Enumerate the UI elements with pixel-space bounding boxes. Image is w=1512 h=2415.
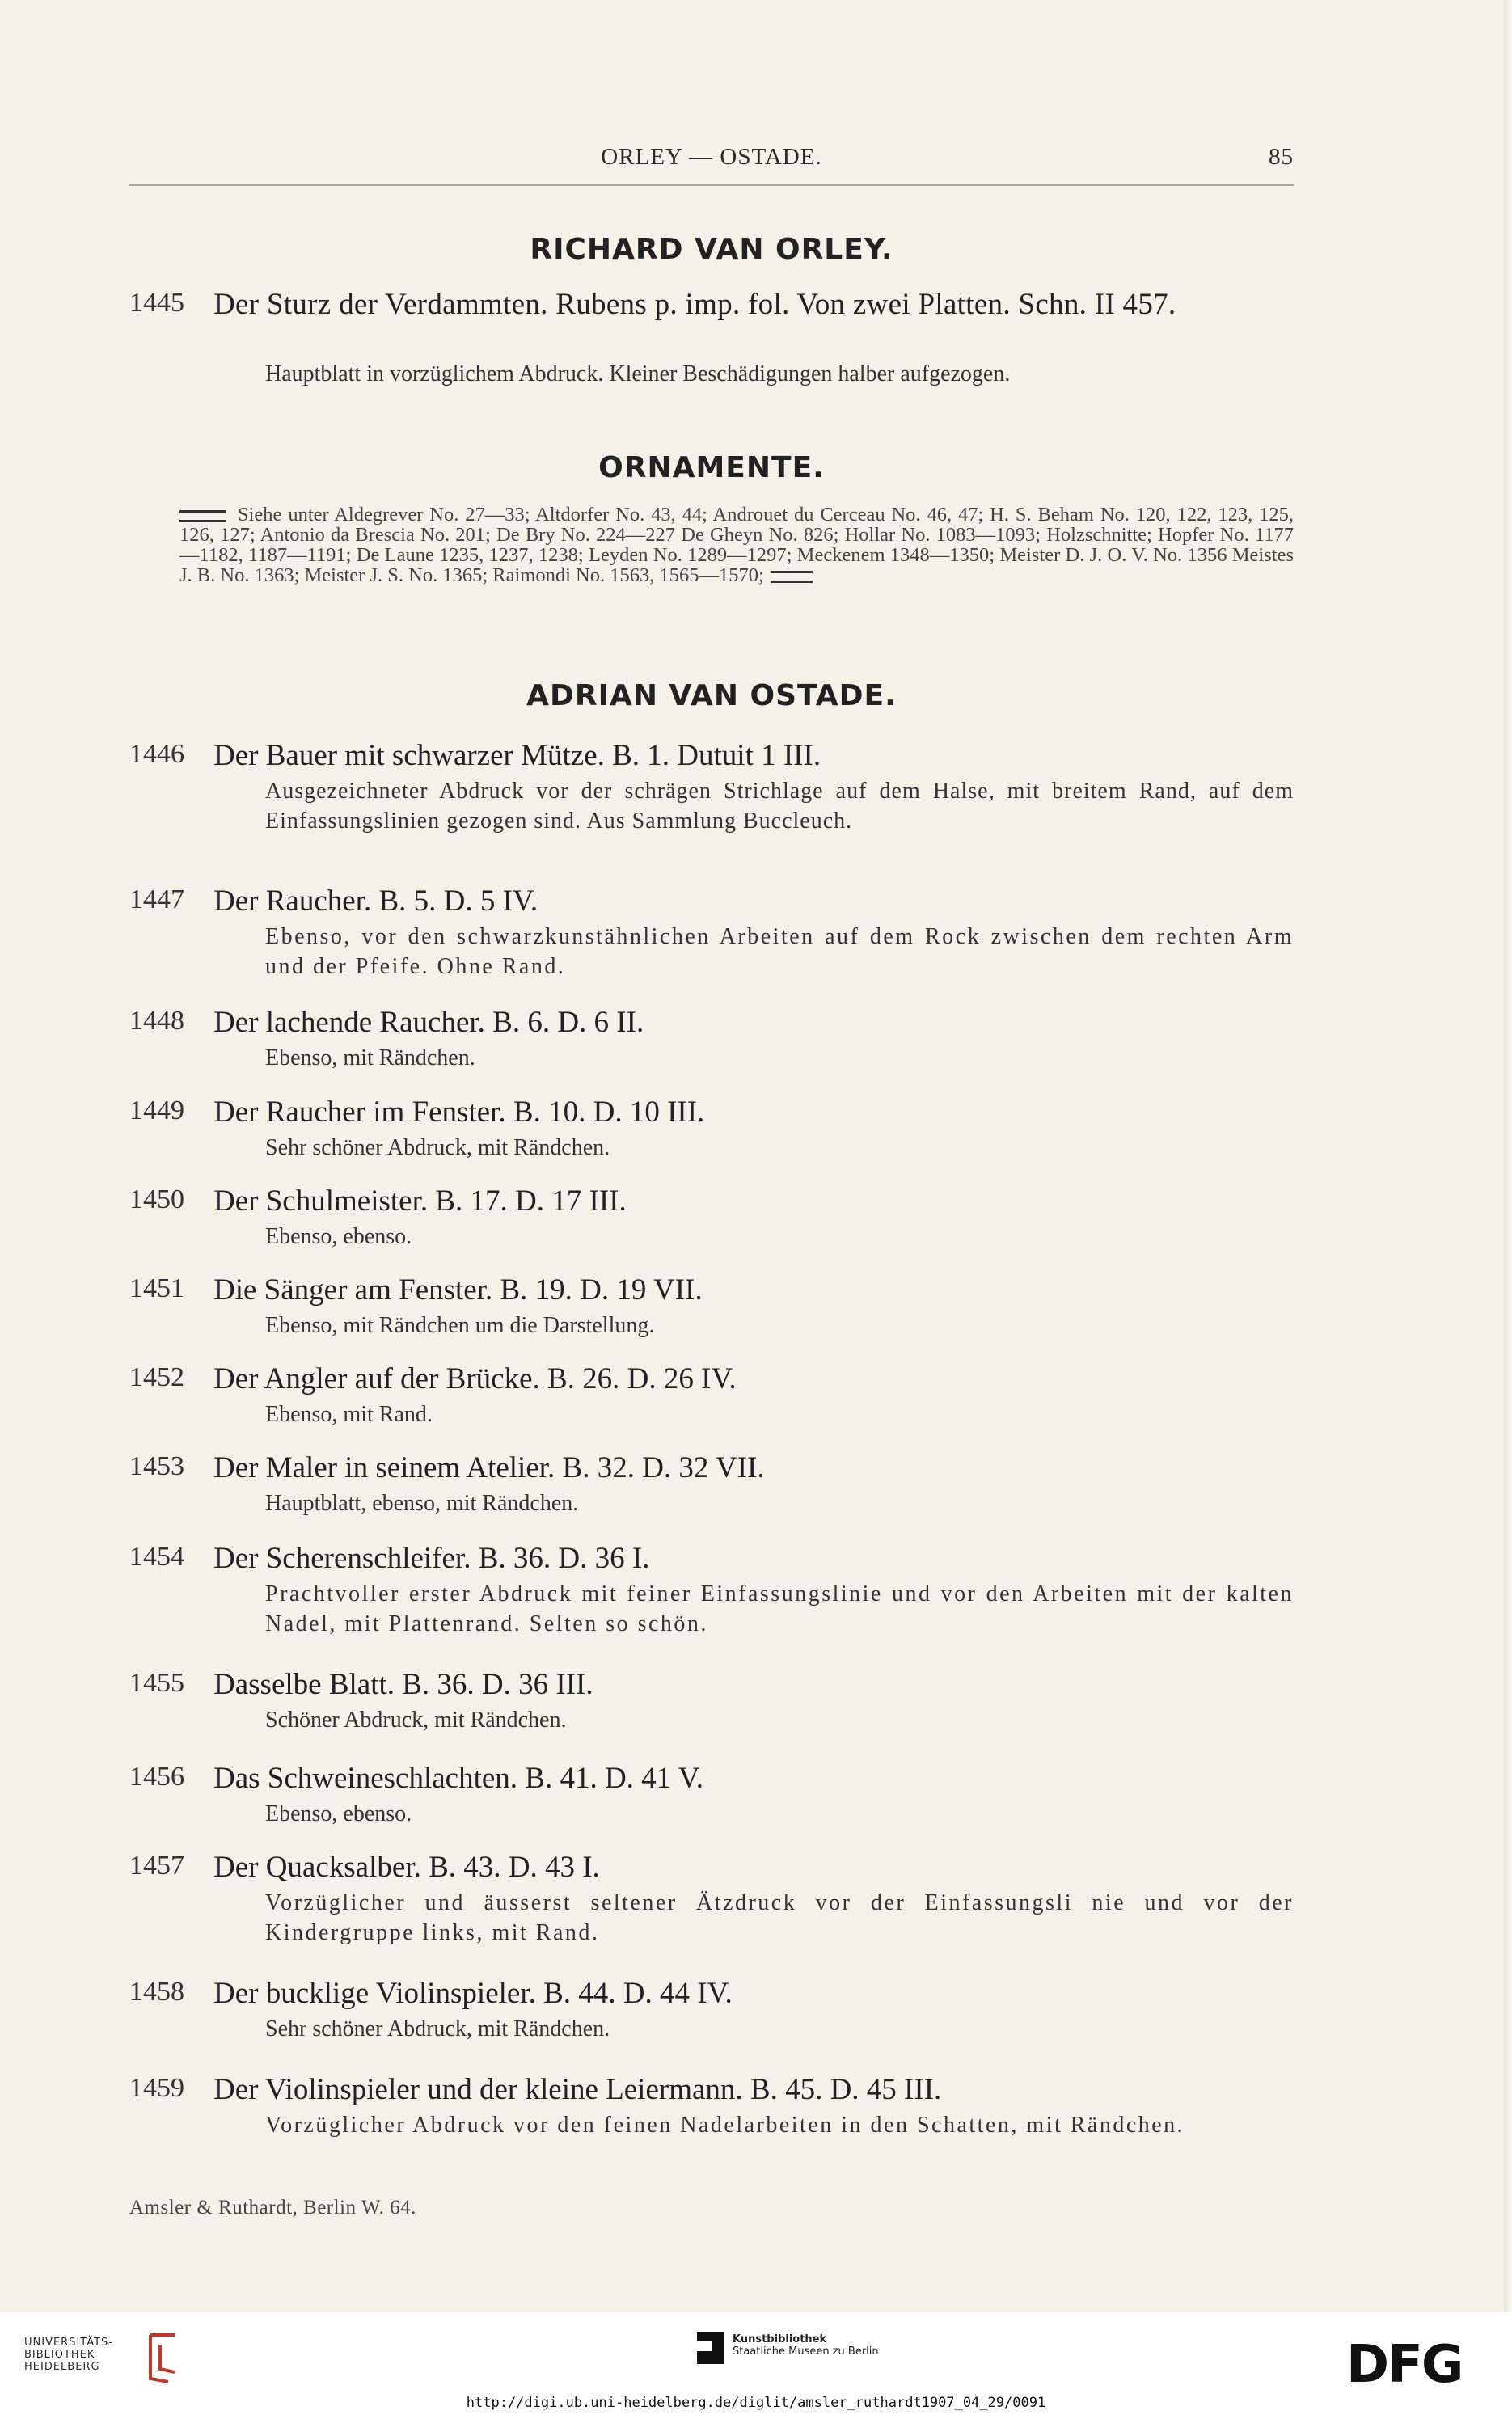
lot-number: 1452 xyxy=(129,1362,184,1392)
entry-title: Der Schulmeister. B. 17. D. 17 III. xyxy=(213,1184,627,1218)
kunstbibliothek-logo-icon xyxy=(697,2332,724,2364)
entry-note: Sehr schöner Abdruck, mit Rändchen. xyxy=(265,2016,610,2041)
source-url[interactable]: http://digi.ub.uni-heidelberg.de/diglit/amsler_ruthardt1907_04_29/0091 xyxy=(466,2395,1046,2411)
lot-number: 1447 xyxy=(129,885,184,914)
lot-number: 1449 xyxy=(129,1096,184,1125)
entry-title: Der Maler in seinem Atelier. B. 32. D. 32 VII. xyxy=(213,1451,765,1484)
entry-title: Der Sturz der Verdammten. Rubens p. imp. fol. Von zwei Platten. Schn. II 457. xyxy=(213,288,1176,321)
lot-number: 1445 xyxy=(129,288,184,318)
ornamente-crossref-text: Siehe unter Aldegrever No. 27—33; Altdorfer No. 43, 44; Androuet du Cerceau No. 46, 47; H. S. Beham No. 120, 122, 123, 125, 126, 127; Antonio da Brescia No. 201; De Bry No. 224—227 De Gheyn No. 826; Hollar No. 1083—1093; Holzschnitte; Hopfer No. 1177—1182, 1187—1191; De Laune 1235, 1237, 1238; Leyden No. 1289—1297; Meckenem 1348—1350; Meister D. J. O. V. No. 1356 Meistes J. B. No. 1363; Meister J. S. No. 1365; Raimondi No. 1563, 1565—1570; xyxy=(179,504,1294,586)
lot-number: 1457 xyxy=(129,1851,184,1881)
entry-title: Der Raucher. B. 5. D. 5 IV. xyxy=(213,885,538,918)
entry-note: Ebenso, mit Rand. xyxy=(265,1402,433,1427)
kunstbibliothek-subtitle: Staatliche Museen zu Berlin xyxy=(733,2345,879,2358)
page-number: 85 xyxy=(1269,144,1294,170)
entry-note: Ebenso, mit Rändchen. xyxy=(265,1045,475,1070)
double-rule-mark xyxy=(179,510,226,522)
lot-number: 1448 xyxy=(129,1006,184,1036)
lot-number: 1450 xyxy=(129,1184,184,1214)
entry-note: Ebenso, ebenso. xyxy=(265,1801,412,1826)
lot-number: 1451 xyxy=(129,1273,184,1303)
lot-number: 1456 xyxy=(129,1762,184,1792)
double-rule-mark-end xyxy=(771,571,813,583)
lot-number: 1446 xyxy=(129,739,184,769)
entry-title: Dasselbe Blatt. B. 36. D. 36 III. xyxy=(213,1668,593,1701)
printer-imprint: Amsler & Ruthardt, Berlin W. 64. xyxy=(129,2197,416,2219)
entry-note: Ebenso, mit Rändchen um die Darstellung. xyxy=(265,1313,655,1338)
library-name-line2: BIBLIOTHEK xyxy=(24,2349,95,2361)
kunstbibliothek-name: Kunstbibliothek xyxy=(733,2333,827,2345)
lot-number: 1458 xyxy=(129,1977,184,2007)
entry-note: Prachtvoller erster Abdruck mit feiner Einfassungslinie und vor den Arbeiten mit der kalten Nadel, mit Plattenrand. Selten so schön. xyxy=(265,1581,1294,1636)
entry-title: Die Sänger am Fenster. B. 19. D. 19 VII. xyxy=(213,1273,703,1307)
section-title-ostade: ADRIAN VAN OSTADE. xyxy=(526,679,897,712)
lot-number: 1459 xyxy=(129,2073,184,2103)
lot-number: 1455 xyxy=(129,1668,184,1698)
entry-title: Der bucklige Violinspieler. B. 44. D. 44 IV. xyxy=(213,1977,733,2010)
dfg-logo: DFG xyxy=(1346,2335,1463,2395)
entry-title: Der Scherenschleifer. B. 36. D. 36 I. xyxy=(213,1542,650,1575)
entry-note: Ausgezeichneter Abdruck vor der schrägen Strichlage auf dem Halse, mit breitem Rand, auf dem Einfassungslinien gezogen sind. Aus Sammlung Buccleuch. xyxy=(265,779,1294,834)
entry-title: Der Bauer mit schwarzer Mütze. B. 1. Dutuit 1 III. xyxy=(213,739,821,772)
library-name-line3: HEIDELBERG xyxy=(24,2361,100,2373)
kunstbibliothek-label xyxy=(733,2333,879,2358)
entry-title: Das Schweineschlachten. B. 41. D. 41 V. xyxy=(213,1762,703,1795)
page-edge xyxy=(1504,0,1512,2312)
ornamente-crossref xyxy=(179,505,1294,585)
entry-note: Ebenso, vor den schwarzkunstähnlichen Arbeiten auf dem Rock zwischen dem rechten Arm und der Pfeife. Ohne Rand. xyxy=(265,924,1294,979)
section-title-ornamente: ORNAMENTE. xyxy=(598,451,825,484)
entry-note: Vorzüglicher und äusserst seltener Ätzdruck vor der Einfassungsli nie und vor der Kindergruppe links, mit Rand. xyxy=(265,1890,1294,1945)
entry-note: Sehr schöner Abdruck, mit Rändchen. xyxy=(265,1135,610,1160)
lot-number: 1454 xyxy=(129,1542,184,1572)
entry-note: Vorzüglicher Abdruck vor den feinen Nadelarbeiten in den Schatten, mit Rändchen. xyxy=(265,2113,1185,2138)
entry-title: Der lachende Raucher. B. 6. D. 6 II. xyxy=(213,1006,644,1039)
lot-number: 1453 xyxy=(129,1451,184,1481)
entry-title: Der Angler auf der Brücke. B. 26. D. 26 IV. xyxy=(213,1362,737,1395)
library-name-line1: UNIVERSITÄTS- xyxy=(24,2337,113,2349)
entry-title: Der Raucher im Fenster. B. 10. D. 10 III. xyxy=(213,1096,705,1129)
header-rule xyxy=(129,184,1294,186)
library-logo-text xyxy=(24,2337,113,2373)
university-seal-icon xyxy=(144,2330,184,2387)
entry-note: Hauptblatt in vorzüglichem Abdruck. Kleiner Beschädigungen halber aufgezogen. xyxy=(265,361,1011,386)
running-title: ORLEY — OSTADE. xyxy=(601,144,822,170)
entry-note: Ebenso, ebenso. xyxy=(265,1224,412,1249)
entry-title: Der Quacksalber. B. 43. D. 43 I. xyxy=(213,1851,600,1884)
entry-note: Hauptblatt, ebenso, mit Rändchen. xyxy=(265,1491,579,1516)
entry-title: Der Violinspieler und der kleine Leiermann. B. 45. D. 45 III. xyxy=(213,2073,942,2106)
section-title-orley: RICHARD VAN ORLEY. xyxy=(530,233,893,266)
entry-note: Schöner Abdruck, mit Rändchen. xyxy=(265,1708,567,1733)
